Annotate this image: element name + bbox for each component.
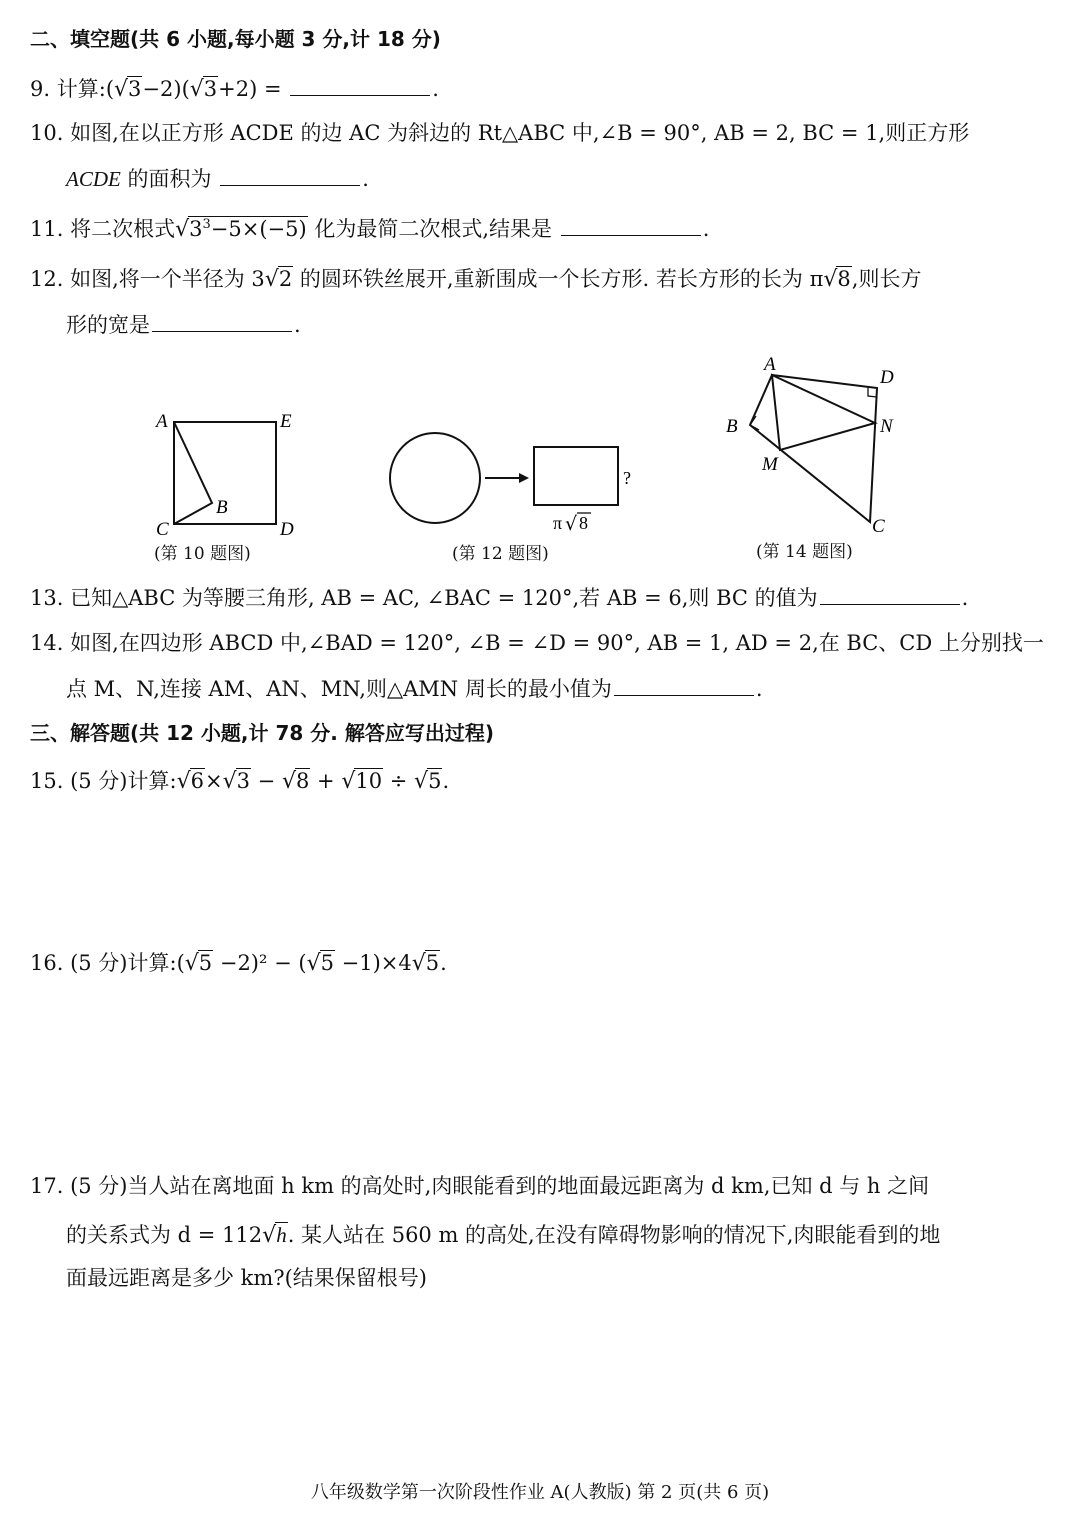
q15-operator: ÷	[383, 769, 415, 793]
q16-text: −1)×4	[334, 951, 412, 975]
q12-end: .	[294, 313, 301, 337]
label-d: D	[880, 367, 894, 388]
figure-12-caption: (第 12 题图)	[452, 544, 549, 564]
right-angle-b-icon	[750, 416, 759, 430]
q9-expr-part: −2)(	[142, 77, 190, 101]
question-17-line1: 17. (5 分)当人站在离地面 h km 的高处时,肉眼能看到的地面最远距离为 d km,已知 d 与 h 之间	[30, 1174, 930, 1198]
radical-sign: √	[262, 1223, 277, 1248]
triangle-abc	[174, 422, 212, 524]
q12-text: 的圆环铁丝展开,重新围成一个长方形. 若长方形的长为 π	[293, 267, 824, 291]
radical-sign: √	[184, 951, 199, 976]
radical-sign: √	[306, 951, 321, 976]
question-15	[30, 766, 1050, 797]
width-question-mark: ?	[623, 468, 631, 488]
q9-prefix: 计算:	[56, 77, 106, 101]
q11-text: 11. 将二次根式	[30, 217, 176, 241]
label-e: E	[280, 411, 292, 432]
q9-answer-blank[interactable]	[290, 77, 430, 96]
wire-rectangle	[534, 447, 618, 505]
q10-end: .	[362, 167, 369, 191]
q15-radicand: 5	[428, 769, 442, 793]
figure-10	[150, 405, 310, 535]
radical-sign: √	[176, 769, 191, 794]
q16-text: 16. (5 分)计算:(	[30, 951, 185, 975]
question-12-line1	[30, 264, 1050, 295]
q15-radicand: 6	[190, 769, 204, 793]
label-b: B	[726, 416, 738, 437]
radical-sign: √	[175, 217, 190, 242]
figure-10-caption: (第 10 题图)	[154, 544, 251, 564]
radical-sign: √	[823, 267, 838, 292]
q13-end: .	[961, 586, 969, 610]
q16-answer-area[interactable]	[60, 990, 1020, 1160]
label-c: C	[872, 516, 885, 537]
q12-answer-blank[interactable]	[152, 313, 292, 332]
question-17-line2	[66, 1220, 1050, 1251]
quadrilateral-abcd	[750, 375, 877, 522]
q10-answer-blank[interactable]	[220, 167, 360, 186]
q15-text: 15. (5 分)计算:	[30, 769, 177, 793]
q16-radicand: 5	[425, 951, 440, 975]
q9-radicand: 3	[203, 77, 218, 101]
radical-sign: √	[264, 267, 279, 292]
q15-answer-area[interactable]	[60, 810, 1020, 940]
q15-operator: +	[310, 769, 342, 793]
q9-expr-part: (	[105, 77, 115, 101]
q17-text: 的关系式为 d = 112	[66, 1223, 263, 1247]
radical-sign: √	[114, 77, 129, 102]
label-a: A	[156, 411, 168, 432]
q9-radicand: 3	[128, 77, 142, 101]
q15-operator: ×	[204, 769, 223, 793]
length-label-pi: π	[553, 513, 563, 533]
q12-text: ,则长方	[851, 267, 922, 291]
q15-radicand: 8	[295, 769, 310, 793]
question-12-line2	[66, 310, 1050, 340]
q11-answer-blank[interactable]	[561, 217, 701, 236]
q12-radicand: 2	[278, 267, 293, 291]
q14-end: .	[755, 677, 763, 701]
question-9	[30, 74, 1050, 105]
radical-sign: √	[414, 769, 429, 794]
q17-radicand: h	[276, 1223, 287, 1247]
q12-text: 12. 如图,将一个半径为 3	[30, 267, 265, 291]
q17-text: . 某人站在 560 m 的高处,在没有障碍物影响的情况下,肉眼能看到的地	[287, 1223, 941, 1247]
q16-end: .	[440, 951, 447, 975]
question-10-line1: 10. 如图,在以正方形 ACDE 的边 AC 为斜边的 Rt△ABC 中,∠B = 90°, AB = 2, BC = 1,则正方形	[30, 121, 970, 145]
label-d: D	[280, 519, 294, 535]
figure-14-caption: (第 14 题图)	[756, 542, 853, 562]
q15-end: .	[442, 769, 450, 793]
radical-sign-icon: √	[565, 513, 578, 535]
q15-radicand: 10	[355, 769, 383, 793]
label-b: B	[216, 497, 228, 518]
arrow-head-icon	[519, 473, 529, 483]
radical-sign: √	[189, 77, 204, 102]
page-footer: 八年级数学第一次阶段性作业 A(人教版) 第 2 页(共 6 页)	[310, 1482, 770, 1503]
q11-radicand-expr	[188, 216, 308, 241]
question-10-line2	[66, 164, 1050, 194]
q16-text: −2)² − (	[213, 951, 307, 975]
question-16	[30, 948, 1050, 979]
wire-circle	[390, 433, 480, 523]
q12-text: 形的宽是	[66, 313, 150, 337]
radical-sign: √	[341, 769, 356, 794]
radical-sign: √	[281, 769, 296, 794]
figure-12	[385, 425, 645, 540]
q13-text: 13. 已知△ABC 为等腰三角形, AB = AC, ∠BAC = 120°,若 AB = 6,则 BC 的值为	[30, 586, 818, 610]
radical-sign: √	[411, 951, 426, 976]
q13-answer-blank[interactable]	[820, 586, 960, 605]
q10-square-name: ACDE	[66, 167, 121, 191]
q12-radicand: 8	[837, 267, 851, 291]
q14-text: 点 M、N,连接 AM、AN、MN,则△AMN 周长的最小值为	[66, 677, 612, 701]
q10-text: 的面积为	[120, 167, 212, 191]
q17-answer-area[interactable]	[60, 1305, 1020, 1465]
question-14-line2	[66, 674, 1050, 704]
label-a: A	[764, 354, 776, 375]
figure-14	[720, 350, 920, 540]
q11-rest: −5×(−5)	[210, 217, 307, 241]
length-label-radicand: 8	[579, 513, 588, 533]
question-11	[30, 214, 1050, 245]
q11-end: .	[702, 217, 710, 241]
label-m: M	[762, 454, 778, 475]
question-13	[30, 583, 1050, 613]
q15-operator: −	[251, 769, 282, 793]
section-3-heading: 三、解答题(共 12 小题,计 78 分. 解答应写出过程)	[30, 721, 494, 745]
q9-end: .	[432, 77, 439, 101]
q14-answer-blank[interactable]	[614, 677, 754, 696]
label-n: N	[880, 416, 893, 437]
question-17-line3: 面最远距离是多少 km?(结果保留根号)	[66, 1266, 427, 1290]
q11-exponent: 3	[202, 217, 211, 232]
q16-radicand: 5	[198, 951, 213, 975]
q11-base: 3	[189, 217, 203, 241]
radical-sign: √	[222, 769, 237, 794]
q9-expr-part: +2) =	[218, 77, 289, 101]
q9-number: 9.	[30, 77, 51, 101]
q15-radicand: 3	[236, 769, 250, 793]
section-2-heading: 二、填空题(共 6 小题,每小题 3 分,计 18 分)	[30, 27, 441, 51]
question-14-line1: 14. 如图,在四边形 ABCD 中,∠BAD = 120°, ∠B = ∠D = 90°, AB = 1, AD = 2,在 BC、CD 上分别找一	[30, 631, 1044, 655]
q11-text: 化为最简二次根式,结果是	[307, 217, 553, 241]
q16-radicand: 5	[320, 951, 334, 975]
label-c: C	[156, 519, 169, 535]
